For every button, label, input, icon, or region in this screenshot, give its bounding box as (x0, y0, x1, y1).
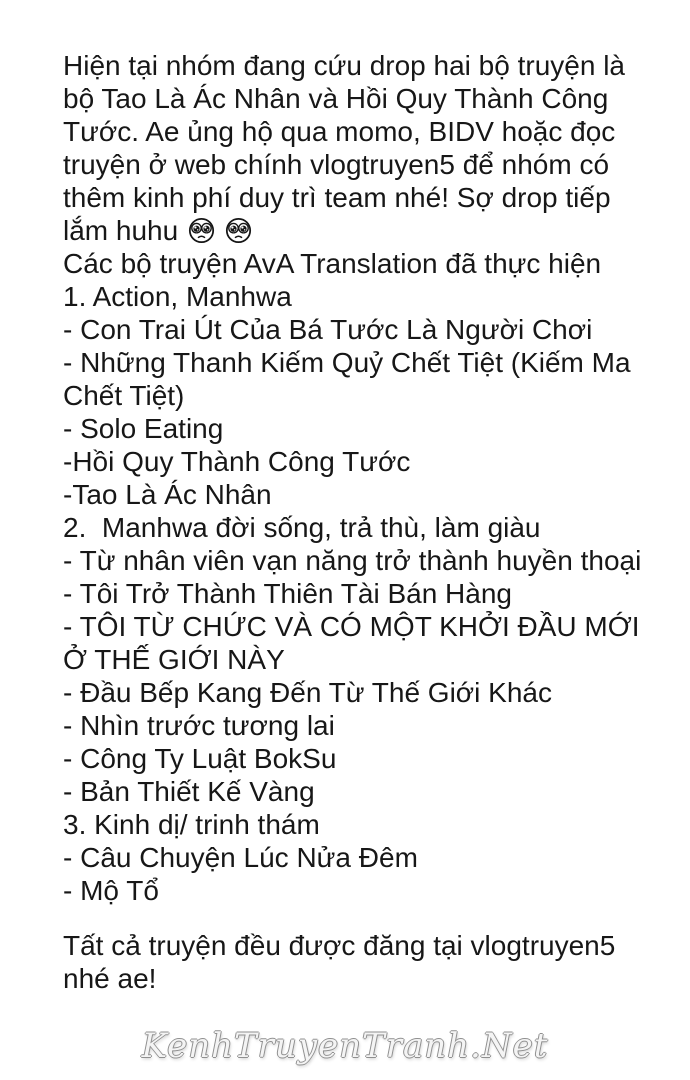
series-title-line: -Hồi Quy Thành Công Tước (63, 446, 411, 477)
series-title-line: - Công Ty Luật BokSu (63, 743, 337, 774)
series-title-line: - TÔI TỪ CHỨC VÀ CÓ MỘT KHỞI ĐẦU MỚI (63, 611, 640, 642)
notice-line: bộ Tao Là Ác Nhân và Hồi Quy Thành Công (63, 83, 609, 114)
series-title-line: - Solo Eating (63, 413, 224, 444)
series-title-line: - Đầu Bếp Kang Đến Từ Thế Giới Khác (63, 677, 552, 708)
series-title-line: - Tôi Trở Thành Thiên Tài Bán Hàng (63, 578, 512, 609)
notice-line: thêm kinh phí duy trì team nhé! Sợ drop tiếp (63, 182, 611, 213)
footer-line: Tất cả truyện đều được đăng tại vlogtruyen5 (63, 930, 616, 961)
section-3-title: 3. Kinh dị/ trinh thám (63, 809, 320, 840)
pleading-face-icon (188, 217, 215, 244)
series-title-line: - Từ nhân viên vạn năng trở thành huyền thoại (63, 545, 642, 576)
footer-note (63, 929, 684, 995)
series-title-line: - Những Thanh Kiếm Quỷ Chết Tiệt (Kiếm Ma (63, 347, 631, 378)
series-title-line: -Tao Là Ác Nhân (63, 479, 272, 510)
series-title-line: - Con Trai Út Của Bá Tước Là Người Chơi (63, 314, 593, 345)
notice-line: truyện ở web chính vlogtruyen5 để nhóm có (63, 149, 610, 180)
credit-text-block (63, 49, 684, 995)
section-1-title: 1. Action, Manhwa (63, 281, 292, 312)
series-title-line: Ở THẾ GIỚI NÀY (63, 644, 285, 675)
series-title-line: - Nhìn trước tương lai (63, 710, 335, 741)
series-title-line: - Bản Thiết Kế Vàng (63, 776, 315, 807)
notice-line-with-emoji (63, 214, 684, 247)
series-title-line: - Mộ Tổ (63, 875, 159, 906)
notice-line-text: lắm huhu (63, 215, 179, 246)
footer-line: nhé ae! (63, 963, 157, 994)
notice-line: Hiện tại nhóm đang cứu drop hai bộ truyện là (63, 50, 625, 81)
pleading-face-icon (225, 217, 252, 244)
section-2-title: 2. Manhwa đời sống, trả thù, làm giàu (63, 512, 541, 543)
credits-header: Các bộ truyện AvA Translation đã thực hiện (63, 248, 602, 279)
series-title-line: Chết Tiệt) (63, 380, 185, 411)
series-title-line: - Câu Chuyện Lúc Nửa Đêm (63, 842, 418, 873)
notice-line: Tước. Ae ủng hộ qua momo, BIDV hoặc đọc (63, 116, 616, 147)
site-watermark: KenhTruyenTranh.Net (141, 1026, 549, 1066)
